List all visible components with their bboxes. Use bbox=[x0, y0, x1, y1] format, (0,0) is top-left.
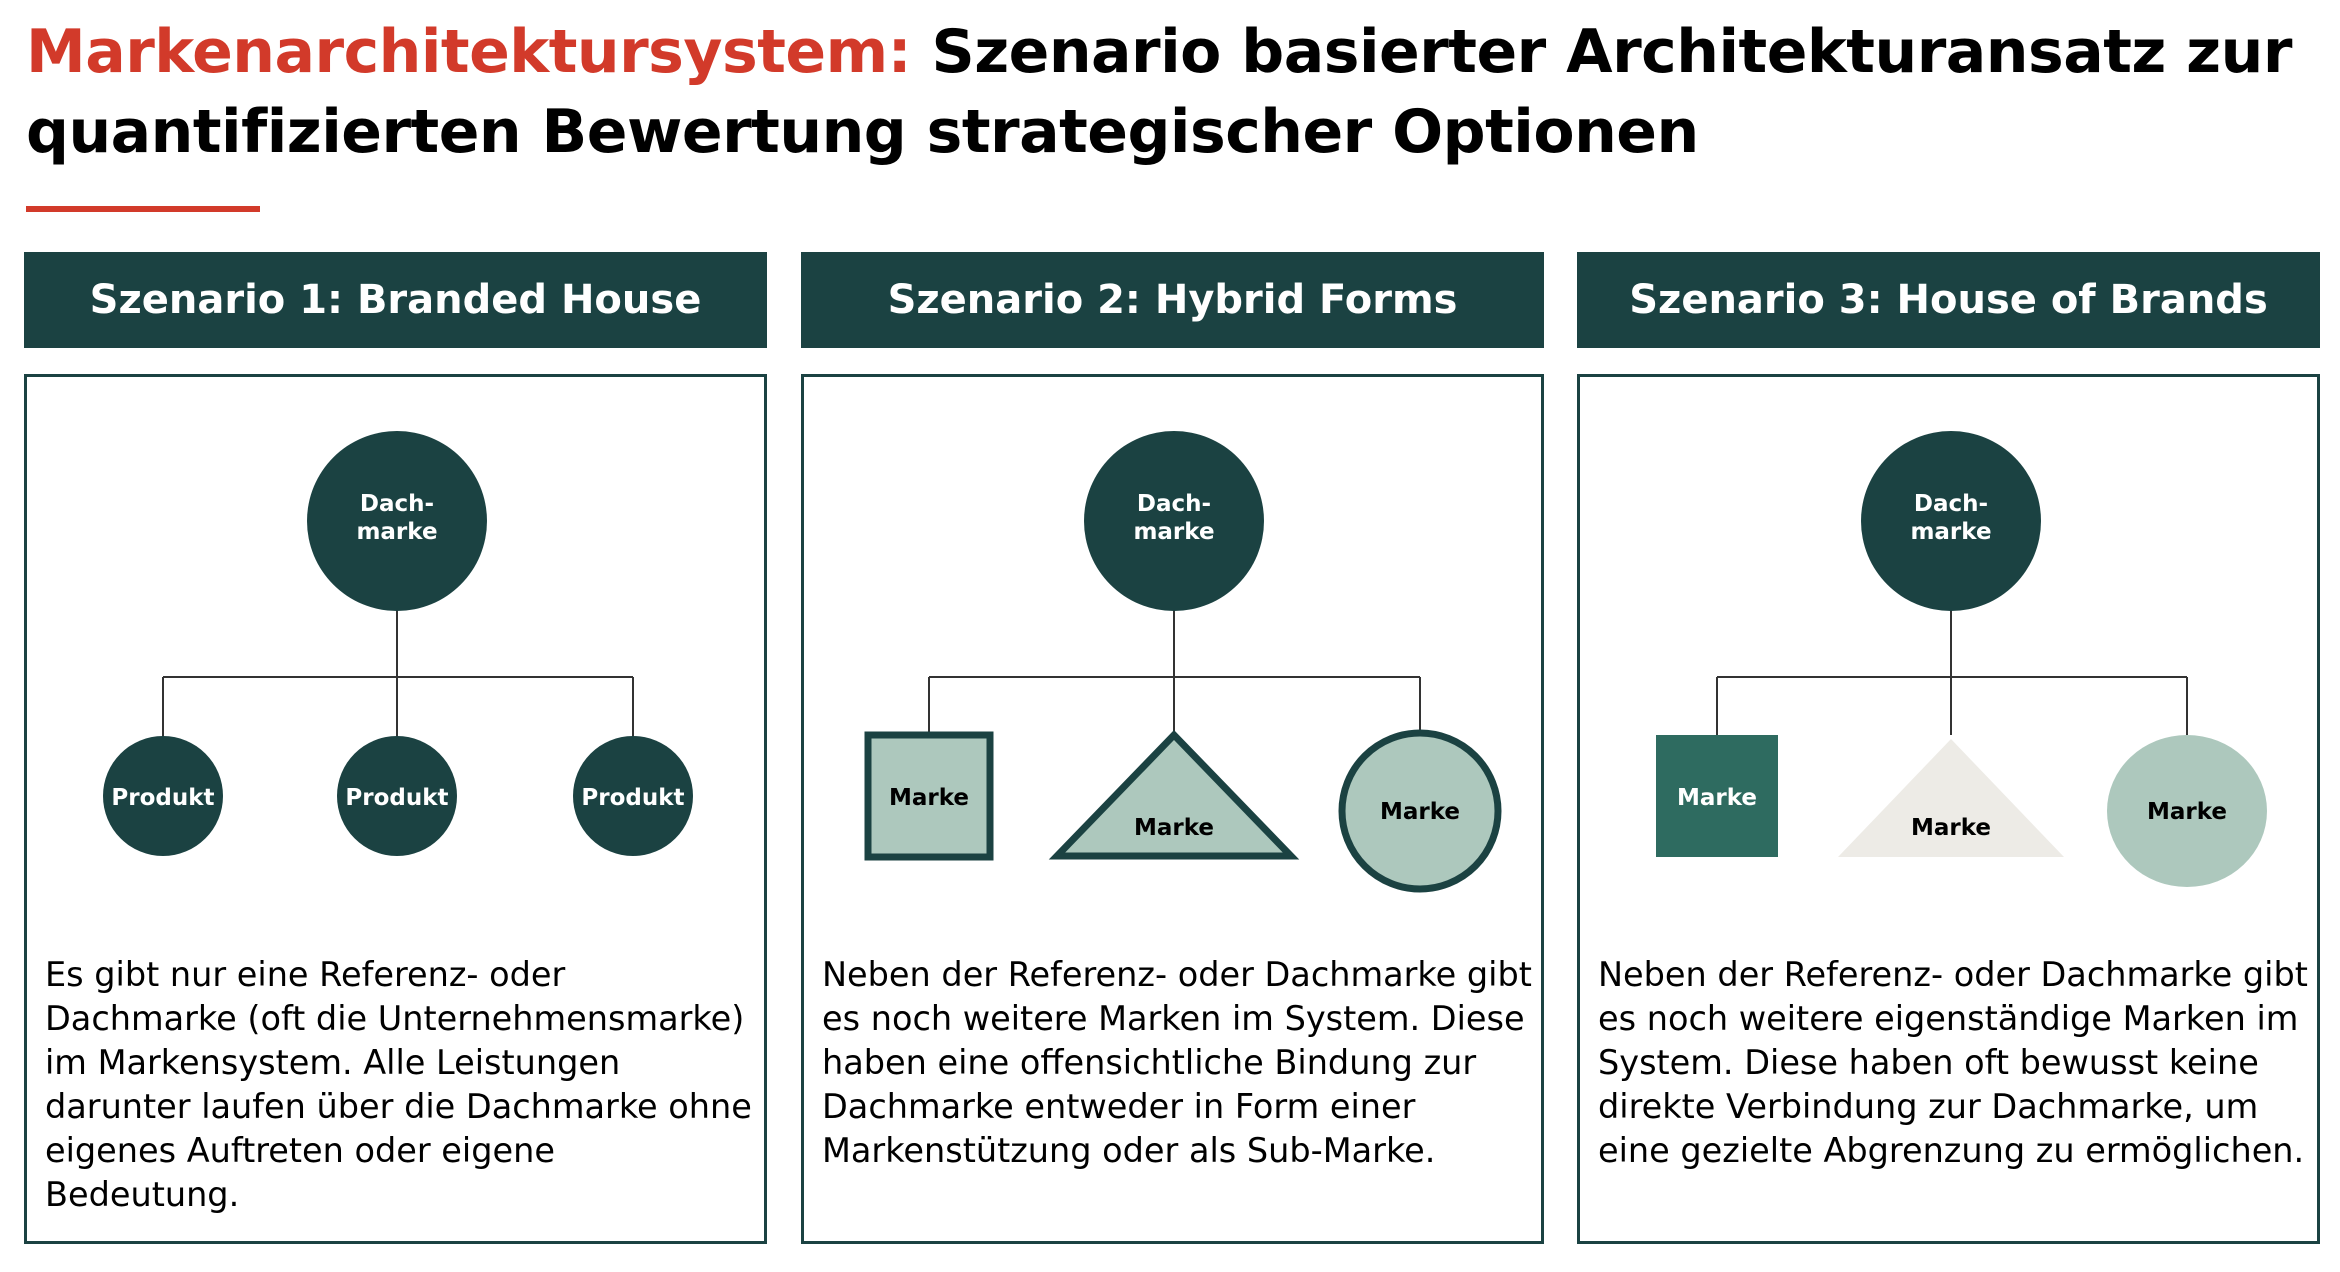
brand-label: Marke bbox=[1133, 815, 1215, 841]
brand-square-node bbox=[868, 735, 990, 857]
product-node bbox=[337, 736, 457, 856]
product-label: Produkt bbox=[345, 785, 449, 811]
root-node bbox=[1861, 431, 2041, 611]
product-label: Produkt bbox=[581, 785, 685, 811]
scenario-2-description: Neben der Referenz- oder Dachmarke gibt es noch weitere Marken im System. Diese haben eine offensichtliche Bindung zur Dachmarke entweder in Form einer Markenstützung oder als Sub-Marke. bbox=[822, 955, 1532, 1170]
scenario-2-header: Szenario 2: Hybrid Forms bbox=[801, 252, 1544, 348]
product-node bbox=[103, 736, 223, 856]
scenario-2-diagram bbox=[804, 377, 1541, 937]
root-node bbox=[1084, 431, 1264, 611]
scenario-1-header: Szenario 1: Branded House bbox=[24, 252, 767, 348]
tree-connectors bbox=[1717, 609, 2187, 735]
root-label-line1: Dach- bbox=[1913, 491, 1989, 517]
title-accent: Markenarchitektursystem: bbox=[26, 17, 912, 87]
scenario-1-panel bbox=[24, 374, 767, 1244]
brand-label: Marke bbox=[1910, 815, 1992, 841]
root-label-line1: Dach- bbox=[1136, 491, 1212, 517]
page-title bbox=[26, 12, 2316, 172]
brand-label: Marke bbox=[2146, 799, 2228, 825]
brand-square-node bbox=[1656, 735, 1778, 857]
scenario-1-description: Es gibt nur eine Referenz- oder Dachmarke (oft die Unternehmensmarke) im Markensystem. Alle Leistungen darunter laufen über die Dachmarke ohne eigenes Auftreten oder eigene Bedeutung. bbox=[45, 955, 752, 1214]
brand-circle-node bbox=[2107, 735, 2267, 887]
scenario-3-description: Neben der Referenz- oder Dachmarke gibt es noch weitere eigenständige Marken im System. Diese haben oft bewusst keine direkte Verbindung zur Dachmarke, um eine gezielte Abgrenzung zu ermöglichen. bbox=[1598, 955, 2308, 1170]
brand-triangle-node bbox=[1838, 739, 2064, 857]
product-node bbox=[573, 736, 693, 856]
root-label-line2: marke bbox=[356, 519, 438, 545]
brand-circle-node bbox=[1342, 733, 1498, 889]
title-underline bbox=[26, 206, 260, 212]
scenario-3-diagram bbox=[1580, 377, 2317, 937]
root-label-line2: marke bbox=[1133, 519, 1215, 545]
scenario-2-panel bbox=[801, 374, 1544, 1244]
scenario-3-header: Szenario 3: House of Brands bbox=[1577, 252, 2320, 348]
scenario-1-diagram bbox=[27, 377, 764, 937]
title-rest: Szenario basierter Architekturansatz zur quantifizierten Bewertung strategischer Optionen bbox=[26, 17, 2292, 167]
root-label-line1: Dach- bbox=[359, 491, 435, 517]
product-label: Produkt bbox=[111, 785, 215, 811]
brand-label: Marke bbox=[888, 785, 970, 811]
root-node bbox=[307, 431, 487, 611]
brand-triangle-node bbox=[1057, 735, 1291, 856]
brand-label: Marke bbox=[1379, 799, 1461, 825]
brand-label: Marke bbox=[1676, 785, 1758, 811]
root-label-line2: marke bbox=[1910, 519, 1992, 545]
tree-connectors bbox=[929, 609, 1420, 733]
tree-connectors bbox=[163, 609, 633, 741]
scenario-3-panel bbox=[1577, 374, 2320, 1244]
